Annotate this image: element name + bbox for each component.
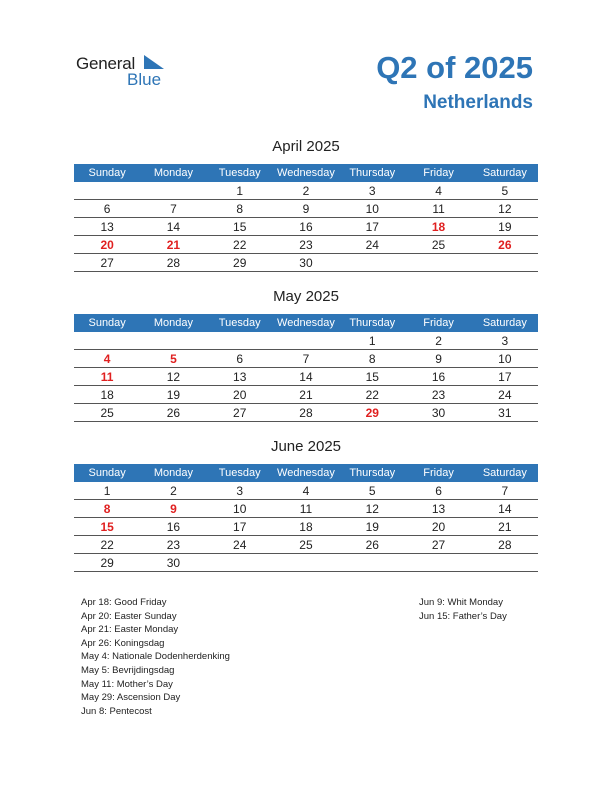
day-cell [273,332,339,350]
day-cell [405,554,471,572]
day-cell: 13 [74,218,140,236]
week-row [74,200,538,218]
weekday-header: Monday [140,314,206,332]
week-row [74,404,538,422]
holiday-day-cell: 4 [74,350,140,368]
weekday-header: Friday [405,314,471,332]
calendar-table [74,314,538,422]
day-cell: 29 [74,554,140,572]
holiday-day-cell: 11 [74,368,140,386]
holiday-entry: May 11: Mother’s Day [81,678,173,690]
day-cell: 23 [140,536,206,554]
holiday-entry: Jun 9: Whit Monday [419,597,503,608]
weekday-header: Monday [140,464,206,482]
weekday-header: Thursday [339,464,405,482]
holiday-entry: Jun 8: Pentecost [81,705,152,717]
day-cell: 16 [273,218,339,236]
day-cell: 25 [405,236,471,254]
day-cell: 30 [140,554,206,572]
day-cell: 24 [339,236,405,254]
day-cell: 22 [74,536,140,554]
week-row [74,332,538,350]
month-title: April 2025 [272,138,340,155]
holiday-day-cell: 9 [140,500,206,518]
day-cell: 8 [207,200,273,218]
day-cell: 15 [339,368,405,386]
day-cell: 21 [472,518,538,536]
day-cell: 15 [207,218,273,236]
day-cell: 6 [207,350,273,368]
day-cell: 9 [273,200,339,218]
day-cell: 2 [140,482,206,500]
holiday-entry: Apr 18: Good Friday [81,597,167,608]
weekday-header: Thursday [339,314,405,332]
holiday-entry: May 4: Nationale Dodenherdenking [81,651,230,663]
month-april [74,136,538,272]
weekday-header: Saturday [472,314,538,332]
holiday-day-cell: 15 [74,518,140,536]
day-cell: 12 [339,500,405,518]
day-cell: 20 [405,518,471,536]
logo-general-text: General [76,54,136,73]
holiday-list-col1 [81,596,230,718]
day-cell: 14 [273,368,339,386]
day-cell: 26 [339,536,405,554]
weekday-header: Sunday [74,464,140,482]
day-cell: 9 [405,350,471,368]
day-cell: 30 [405,404,471,422]
weekday-header: Wednesday [273,464,339,482]
holiday-day-cell: 26 [472,236,538,254]
holiday-day-cell: 5 [140,350,206,368]
holiday-day-cell: 18 [405,218,471,236]
logo-blue-text: Blue [127,70,162,89]
day-cell: 1 [74,482,140,500]
day-cell: 19 [339,518,405,536]
weekday-header: Tuesday [207,164,273,182]
day-cell: 18 [273,518,339,536]
holiday-day-cell: 21 [140,236,206,254]
day-cell: 10 [207,500,273,518]
month-title: June 2025 [270,438,342,455]
day-cell [339,254,405,272]
day-cell: 5 [472,182,538,200]
day-cell: 24 [207,536,273,554]
week-row [74,218,538,236]
day-cell: 27 [405,536,471,554]
day-cell: 8 [339,350,405,368]
week-row [74,182,538,200]
calendar-table [74,164,538,272]
weekday-header: Wednesday [273,164,339,182]
week-row [74,350,538,368]
day-cell: 29 [207,254,273,272]
day-cell: 19 [140,386,206,404]
week-row [74,536,538,554]
day-cell: 28 [273,404,339,422]
day-cell: 4 [405,182,471,200]
country-name: Netherlands [423,92,533,113]
day-cell: 2 [405,332,471,350]
holiday-entry: May 29: Ascension Day [81,692,181,704]
week-row [74,236,538,254]
day-cell: 31 [472,404,538,422]
day-cell: 17 [207,518,273,536]
day-cell [207,332,273,350]
day-cell [74,332,140,350]
week-row [74,500,538,518]
day-cell: 2 [273,182,339,200]
holiday-day-cell: 20 [74,236,140,254]
day-cell: 26 [140,404,206,422]
day-cell [140,332,206,350]
day-cell: 17 [339,218,405,236]
week-row [74,482,538,500]
day-cell: 13 [405,500,471,518]
holiday-day-cell: 29 [339,404,405,422]
day-cell: 21 [273,386,339,404]
week-row [74,518,538,536]
day-cell: 17 [472,368,538,386]
day-cell [472,554,538,572]
week-row [74,386,538,404]
day-cell [207,554,273,572]
day-cell: 1 [207,182,273,200]
day-cell: 22 [207,236,273,254]
weekday-header: Wednesday [273,314,339,332]
day-cell: 14 [140,218,206,236]
day-cell: 12 [472,200,538,218]
day-cell: 12 [140,368,206,386]
day-cell: 1 [339,332,405,350]
weekday-header: Tuesday [207,464,273,482]
month-title: May 2025 [273,288,339,305]
holiday-list-col2 [419,596,507,623]
day-cell: 11 [273,500,339,518]
day-cell: 23 [273,236,339,254]
holiday-entry: Apr 21: Easter Monday [81,624,179,636]
day-cell [472,254,538,272]
day-cell: 5 [339,482,405,500]
day-cell: 24 [472,386,538,404]
day-cell: 16 [140,518,206,536]
week-row [74,554,538,572]
week-row [74,254,538,272]
day-cell: 13 [207,368,273,386]
day-cell: 16 [405,368,471,386]
day-cell [273,554,339,572]
weekday-header: Saturday [472,464,538,482]
weekday-header: Friday [405,164,471,182]
day-cell [405,254,471,272]
weekday-header: Sunday [74,314,140,332]
day-cell: 28 [472,536,538,554]
logo [76,54,186,90]
day-cell: 18 [74,386,140,404]
calendar-table [74,464,538,572]
day-cell: 3 [472,332,538,350]
holiday-entry: May 5: Bevrijdingsdag [81,664,175,676]
day-cell: 7 [140,200,206,218]
month-june [74,436,538,572]
day-cell: 3 [207,482,273,500]
day-cell: 3 [339,182,405,200]
day-cell: 10 [472,350,538,368]
day-cell: 6 [74,200,140,218]
day-cell [74,182,140,200]
day-cell: 27 [207,404,273,422]
day-cell: 7 [273,350,339,368]
weekday-header: Monday [140,164,206,182]
day-cell: 6 [405,482,471,500]
day-cell: 19 [472,218,538,236]
holiday-entry: Apr 26: Koningsdag [81,637,165,649]
day-cell: 28 [140,254,206,272]
day-cell: 4 [273,482,339,500]
day-cell: 27 [74,254,140,272]
day-cell: 23 [405,386,471,404]
weekday-header: Friday [405,464,471,482]
day-cell [339,554,405,572]
day-cell: 22 [339,386,405,404]
day-cell: 11 [405,200,471,218]
weekday-header: Tuesday [207,314,273,332]
day-cell [140,182,206,200]
weekday-header: Sunday [74,164,140,182]
logo-triangle-icon [144,55,164,69]
month-may [74,286,538,422]
weekday-header: Saturday [472,164,538,182]
page-title: Q2 of 2025 [376,50,533,85]
week-row [74,368,538,386]
holiday-entry: Apr 20: Easter Sunday [81,610,177,622]
day-cell: 10 [339,200,405,218]
day-cell: 14 [472,500,538,518]
day-cell: 7 [472,482,538,500]
day-cell: 25 [273,536,339,554]
holiday-entry: Jun 15: Father’s Day [419,610,507,622]
day-cell: 20 [207,386,273,404]
day-cell: 25 [74,404,140,422]
holiday-day-cell: 8 [74,500,140,518]
day-cell: 30 [273,254,339,272]
weekday-header: Thursday [339,164,405,182]
